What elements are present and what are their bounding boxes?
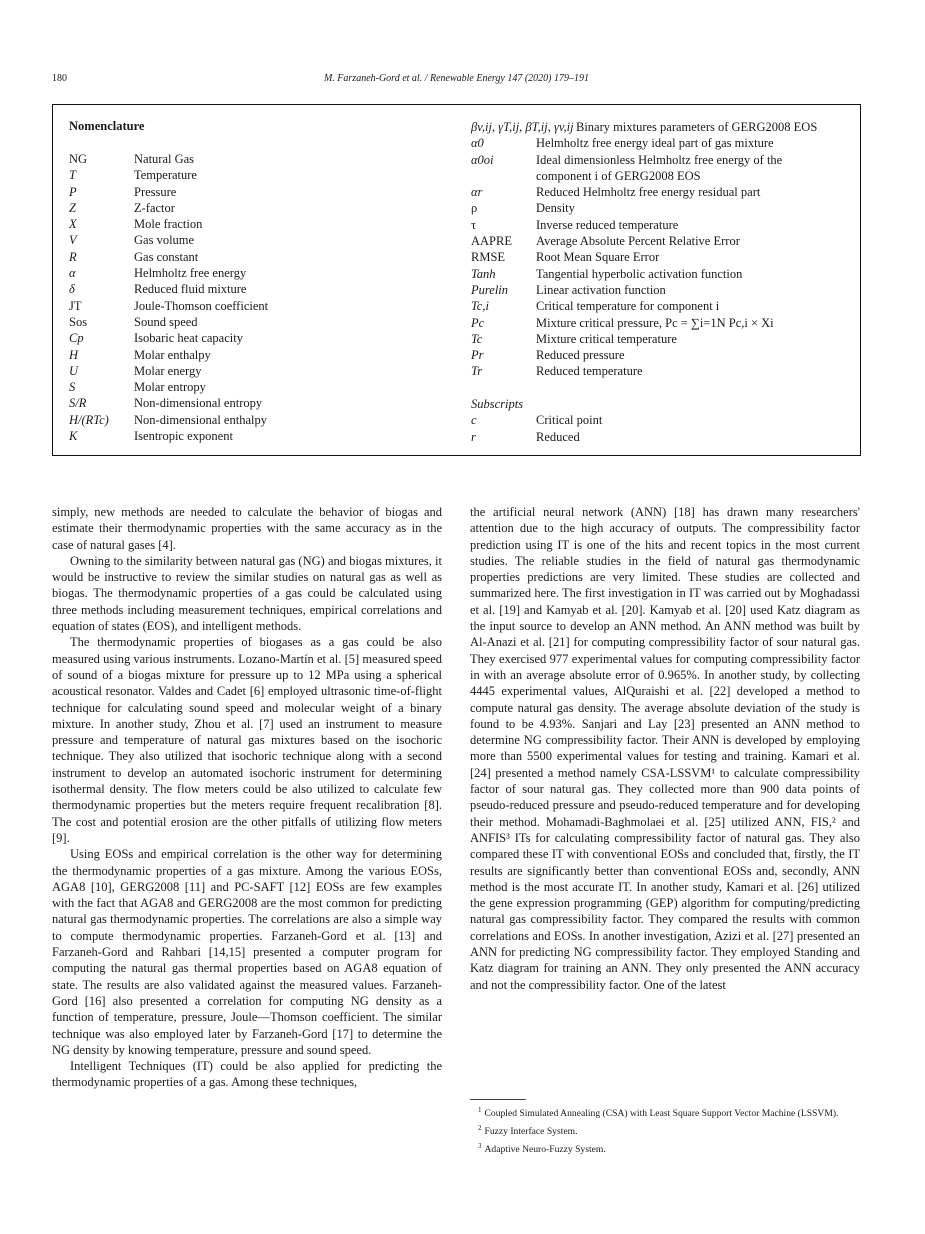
nomenclature-description: Non-dimensional enthalpy: [134, 412, 267, 427]
nomenclature-row: [471, 347, 855, 363]
nomenclature-description: Binary mixtures parameters of GERG2008 EOS: [576, 120, 818, 134]
footnote-number: 2: [478, 1124, 482, 1133]
nomenclature-row: [471, 168, 855, 184]
nomenclature-row: [69, 232, 449, 248]
nomenclature-row: [69, 347, 449, 363]
footnote-rule: [470, 1099, 526, 1100]
nomenclature-symbol: Z: [69, 200, 76, 215]
footnote-text: Coupled Simulated Annealing (CSA) with Least Square Support Vector Machine (LSSVM).: [484, 1108, 839, 1120]
nomenclature-symbol: ρ: [471, 201, 478, 216]
nomenclature-description: Inverse reduced temperature: [536, 217, 679, 232]
nomenclature-row: [69, 151, 449, 167]
nomenclature-row: [471, 282, 855, 298]
body-paragraph: Using EOSs and empirical correlation is the other way for determining the thermodynamic properties of a gas mixture. Among the various EOSs, AGA8 [10], GERG2008 [11] and PC-SAFT [12] EOSs are few examples with the fact that AGA8 and GERG2008 are the most common for predicting natural gas thermodynamic properties. The correlations are also a simple way to compute thermodynamic properties. Farzaneh-Gord et al. [13] and Farzaneh-Gord and Rahbari [14,15] presented a computer program for computing the natural gas thermal properties based on AGA8 equation of state. The results are also validated against the measured values. Farzaneh-Gord [16] also presented a correlation for computing NG density as a function of temperature, pressure, Joule—Thomson coefficient. The similar technique was also employed later by Farzaneh-Gord [17] to determine the NG density by knowing temperature, pressure and sound speed.: [52, 847, 442, 1057]
body-column-right: [470, 504, 860, 993]
nomenclature-description: Mole fraction: [134, 217, 203, 232]
nomenclature-row: [69, 184, 449, 200]
nomenclature-symbol: S: [69, 380, 76, 395]
nomenclature-row: [69, 314, 449, 330]
nomenclature-description: Density: [536, 201, 575, 216]
nomenclature-description: Pressure: [134, 184, 177, 199]
nomenclature-description: Average Absolute Percent Relative Error: [536, 234, 740, 249]
journal-citation: M. Farzaneh-Gord et al. / Renewable Energy 147 (2020) 179–191: [323, 73, 590, 84]
nomenclature-symbol: c: [471, 413, 477, 428]
nomenclature-symbol: Pr: [471, 348, 484, 363]
nomenclature-symbol: R: [69, 249, 77, 264]
nomenclature-row: [471, 429, 855, 445]
nomenclature-symbol: α0: [471, 136, 484, 151]
subscripts-title: Subscripts: [471, 397, 524, 412]
nomenclature-symbol: Tc: [471, 331, 483, 346]
page-number: 180: [52, 73, 67, 84]
nomenclature-description: Linear activation function: [536, 282, 666, 297]
nomenclature-symbol: RMSE: [471, 250, 506, 265]
body-paragraph: the artificial neural network (ANN) [18] has drawn many researchers' attention due to the high accuracy of outputs. The compressibility factor prediction using IT is one of the hits and recent topics in the most current studies. The reliable studies in the field of natural gas thermodynamic properties predictions are very limited. These studies are collected and summarized here. The first investigation in IT was carried out by Moghadassi et al. [19] and Kamyab et al. [20]. Kamyab et al. [20] used Katz diagram as the input source to develop an ANN method. An ANN method was built by Al-Anazi et al. [21] for computing compressibility factor of sour natural gas. They exercised 977 experimental values for computing compressibility factor in with an average absolute error of 0.965%. In another study, by collecting 4445 experimental values, AlQuraishi et al. [22] developed a method to compute natural gas density. The average absolute deviation of the study is found to be 4.93%. Sanjari and Lay [23] presented an ANN method to determine NG compressibility factor. Their ANN is developed by employing more than 5500 experimental values for testing and training. Kamari et al. [24] presented a method namely CSA-LSSVM¹ to calculate compressibility factor of sour natural gas. They collected more than 900 data points of pseudo-reduced pressure and pseudo-reduced temperature and for developing their method. Mohamadi-Baghmolaei et al. [25] utilized ANN, FIS,² and ANFIS³ ITs for calculating compressibility factor of natural gas. They also compared these IT with conventional EOSs and concluded that, firstly, the IT results are significantly better than conventional EOSs and, secondly, ANN method is the most accurate IT. In another study, Kamari et al. [26] utilized the gene expression programming (GEP) algorithm for computing/predicting natural gas compressibility factor. They compared the results with common correlations and EOSs. In another investigation, Azizi et al. [27] presented an ANN for predicting NG compressibility factor. They employed Standing and Katz diagram for training an ANN. They only presented the ANN accuracy and not the compressibility factor. One of the latest: [470, 505, 860, 992]
nomenclature-row: [471, 331, 855, 347]
nomenclature-description: Joule-Thomson coefficient: [134, 298, 269, 313]
nomenclature-row: [69, 330, 449, 346]
nomenclature-description: Reduced: [536, 429, 580, 444]
nomenclature-description: Natural Gas: [134, 152, 195, 166]
footnote-text: Fuzzy Interface System.: [484, 1126, 578, 1138]
nomenclature-description: Z-factor: [134, 200, 175, 215]
nomenclature-symbol: α0oi: [471, 152, 494, 167]
nomenclature-symbol: τ: [471, 217, 477, 232]
nomenclature-symbol: H: [69, 347, 79, 362]
nomenclature-row: [471, 184, 855, 200]
nomenclature-description: Root Mean Square Error: [536, 250, 660, 265]
nomenclature-title: Nomenclature: [69, 119, 145, 133]
nomenclature-row: [69, 167, 449, 183]
nomenclature-description: Reduced Helmholtz free energy residual part: [536, 185, 761, 200]
nomenclature-row: [69, 412, 449, 428]
nomenclature-description: Molar entropy: [134, 380, 206, 395]
nomenclature-row: [69, 265, 449, 281]
footnote-number: 1: [478, 1106, 482, 1114]
body-paragraph: Intelligent Techniques (IT) could be also applied for predicting the thermodynamic properties of a gas. Among these techniques,: [52, 1059, 442, 1090]
nomenclature-row: [69, 395, 449, 411]
nomenclature-description: Critical point: [536, 413, 603, 428]
nomenclature-box: [52, 104, 861, 456]
body-paragraph: The thermodynamic properties of biogases as a gas could be also measured using various instruments. Lozano-Martín et al. [5] measured speed of sound of a biogas mixture for pressure up to 12 MPa using a spherical acoustical resonator. Valdes and Cadet [6] employed ultrasonic time-of-flight technique for calculating sound speed and molecular weight of a binary mixture. In another study, Zhou et al. [7] used an instrument to measure pressure and temperature of natural gas mixtures based on the isochoric technique. They also utilized that isochoric technique along with a second instrument to develop an automated isochoric instrument for determining isothermal density. The flow meters could be also utilized to calculate few thermodynamic properties but the meters require frequent recalibration [8]. The cost and potential erosion are the other pitfalls of utilizing flow meters [9].: [52, 635, 442, 845]
footnote-number: 3: [478, 1142, 482, 1151]
nomenclature-symbol: Tanh: [471, 266, 496, 281]
running-head: [52, 73, 861, 87]
nomenclature-description: Helmholtz free energy ideal part of gas mixture: [536, 136, 774, 151]
nomenclature-symbol: Sos: [69, 314, 88, 329]
nomenclature-row: [69, 363, 449, 379]
nomenclature-symbol: V: [69, 233, 77, 248]
nomenclature-row: [471, 412, 855, 428]
nomenclature-symbol: Tr: [471, 364, 483, 379]
nomenclature-row: [471, 266, 855, 282]
nomenclature-row: [471, 200, 855, 216]
nomenclature-description: component i of GERG2008 EOS: [536, 168, 701, 183]
nomenclature-symbol: Tc,i: [471, 299, 489, 314]
nomenclature-description: Helmholtz free energy: [134, 266, 247, 281]
footnote: [470, 1121, 862, 1139]
nomenclature-symbol: Pc: [471, 315, 485, 330]
nomenclature-symbol: Purelin: [471, 282, 509, 297]
nomenclature-left-column: [69, 151, 449, 444]
nomenclature-symbol: NG: [69, 152, 88, 166]
nomenclature-row: [471, 135, 855, 151]
nomenclature-row: [471, 315, 855, 331]
nomenclature-description: Isobaric heat capacity: [134, 331, 243, 346]
nomenclature-description: Reduced pressure: [536, 348, 625, 363]
nomenclature-symbol: P: [69, 184, 77, 199]
nomenclature-symbol: δ: [69, 282, 75, 297]
nomenclature-symbol: X: [69, 217, 77, 232]
nomenclature-row: [69, 216, 449, 232]
footnote-text: Adaptive Neuro-Fuzzy System.: [484, 1144, 606, 1156]
nomenclature-description: Molar energy: [134, 363, 202, 378]
nomenclature-row: [69, 281, 449, 297]
nomenclature-row: [471, 363, 855, 379]
nomenclature-description: Reduced fluid mixture: [134, 282, 247, 297]
nomenclature-description: Ideal dimensionless Helmholtz free energy of the: [536, 152, 783, 167]
nomenclature-description: Gas constant: [134, 249, 199, 264]
nomenclature-symbol: βv,ij, γT,ij, βT,ij, γv,ij: [471, 120, 574, 134]
nomenclature-description: Mixture critical temperature: [536, 331, 677, 346]
body-column-left: [52, 504, 442, 1091]
nomenclature-symbol: AAPRE: [471, 234, 512, 249]
nomenclature-row: [69, 379, 449, 395]
nomenclature-row: [471, 152, 855, 168]
nomenclature-description: Mixture critical pressure, Pc = ∑i=1N Pc,i × Xi: [536, 315, 774, 330]
footnote: [470, 1103, 862, 1121]
nomenclature-symbol: JT: [69, 298, 82, 313]
nomenclature-description: Gas volume: [134, 233, 195, 248]
nomenclature-row: [471, 119, 855, 135]
nomenclature-symbol: r: [471, 429, 476, 444]
nomenclature-spacer: [471, 380, 855, 396]
nomenclature-symbol: α: [69, 266, 76, 281]
nomenclature-row: [69, 298, 449, 314]
body-paragraph: Owning to the similarity between natural gas (NG) and biogas mixtures, it would be instructive to review the similar studies on natural gas as well as biogas. The thermodynamic properties of a gas could be calculated using three methods including measurement techniques, empirical correlations and equation of states (EOS), and intelligent methods.: [52, 553, 442, 634]
nomenclature-row: [471, 298, 855, 314]
footnotes: [470, 1103, 862, 1158]
nomenclature-row: [69, 428, 449, 444]
nomenclature-description: Temperature: [134, 168, 197, 183]
nomenclature-description: Critical temperature for component i: [536, 299, 720, 314]
nomenclature-right-column: [471, 119, 855, 445]
nomenclature-symbol: H/(RTc): [69, 412, 109, 427]
nomenclature-row: [471, 217, 855, 233]
nomenclature-row: [471, 249, 855, 265]
nomenclature-symbol: T: [69, 168, 76, 183]
nomenclature-symbol: αr: [471, 185, 483, 200]
body-paragraph: simply, new methods are needed to calculate the behavior of biogas and estimate their thermodynamic properties with the same accuracy as in the case of natural gases [4].: [52, 505, 442, 552]
nomenclature-symbol: U: [69, 363, 79, 378]
nomenclature-symbol: S/R: [69, 396, 87, 411]
footnote: [470, 1139, 862, 1157]
nomenclature-description: Tangential hyperbolic activation function: [536, 266, 743, 281]
nomenclature-row: [69, 249, 449, 265]
nomenclature-symbol: Cp: [69, 331, 84, 346]
nomenclature-description: Isentropic exponent: [134, 429, 233, 444]
nomenclature-description: Molar enthalpy: [134, 347, 211, 362]
nomenclature-description: Sound speed: [134, 314, 198, 329]
nomenclature-description: Reduced temperature: [536, 364, 643, 379]
nomenclature-row: [69, 200, 449, 216]
nomenclature-description: Non-dimensional entropy: [134, 396, 263, 411]
nomenclature-symbol: K: [69, 429, 78, 444]
nomenclature-row: [471, 233, 855, 249]
